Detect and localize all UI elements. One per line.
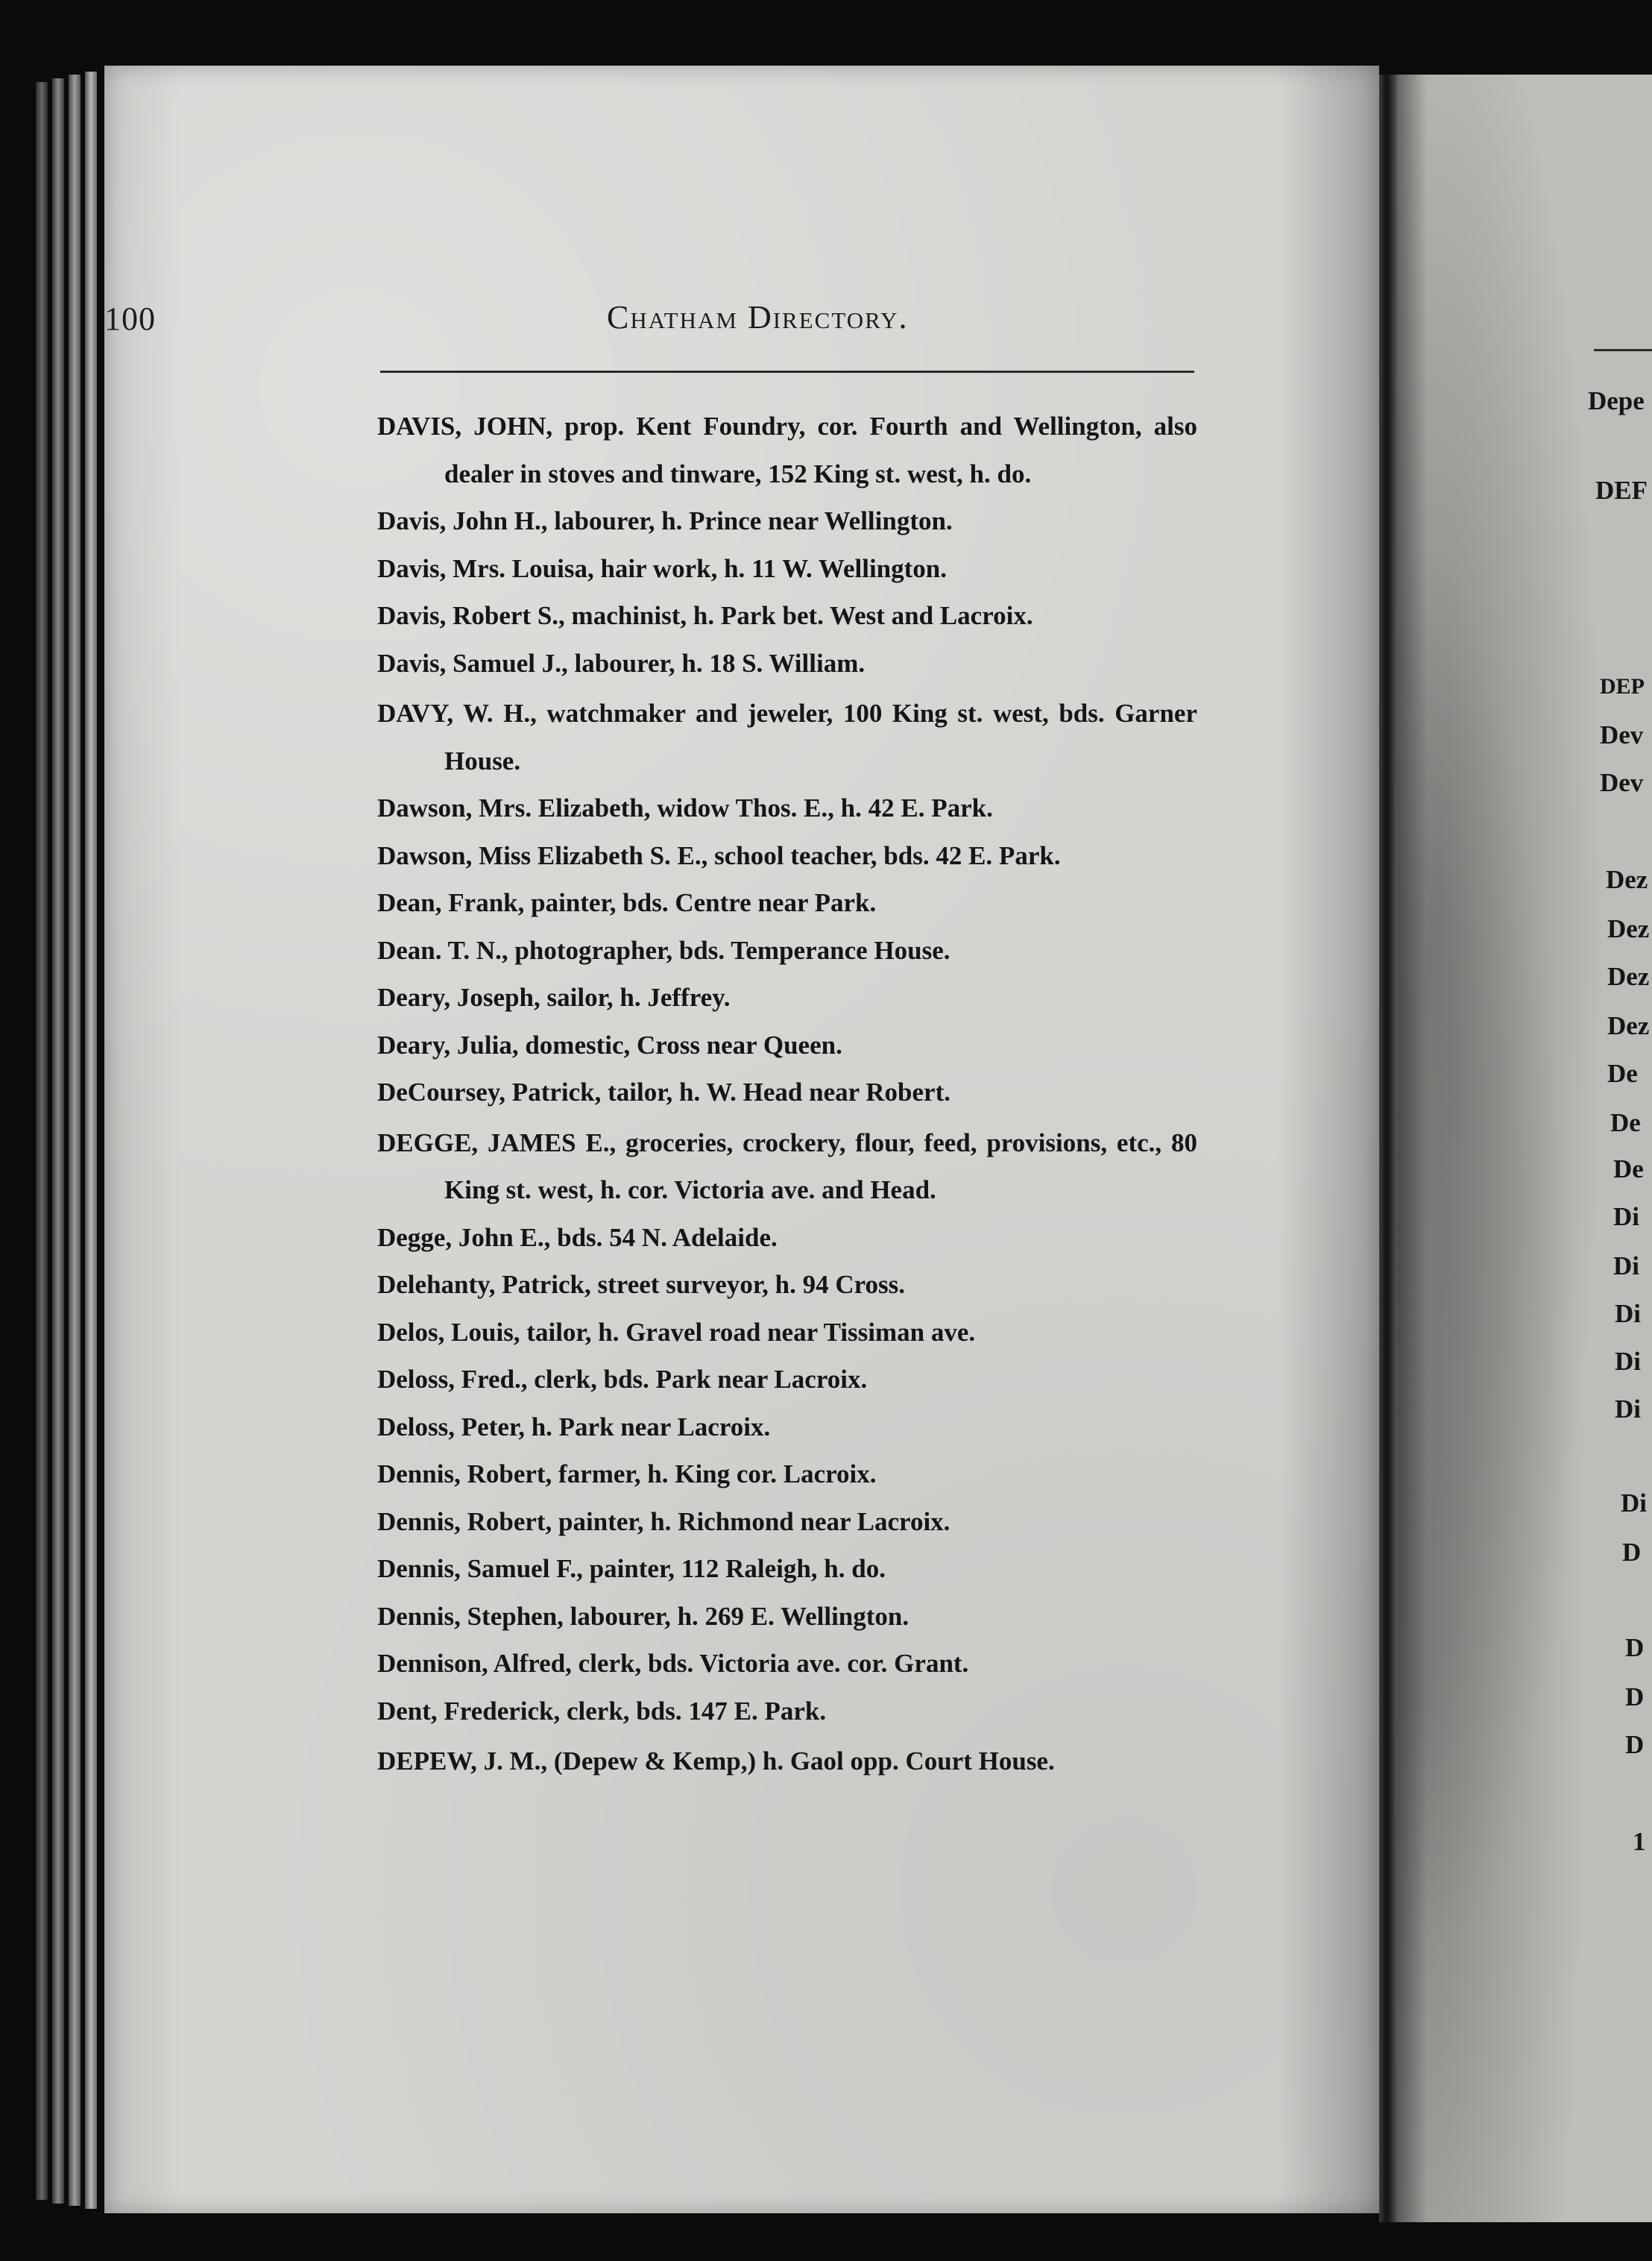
- right-page-fragment: DEF: [1595, 476, 1648, 505]
- directory-entry: Dennis, Samuel F., painter, 112 Raleigh, h. do.: [377, 1554, 886, 1583]
- right-page-fragment: De: [1613, 1154, 1644, 1183]
- directory-entry: Deary, Julia, domestic, Cross near Queen.: [377, 1030, 842, 1060]
- binding-edge: [36, 82, 48, 2200]
- directory-entry: Delos, Louis, tailor, h. Gravel road near Tissiman ave.: [377, 1317, 976, 1347]
- right-page-fragment: D: [1625, 1730, 1645, 1759]
- directory-entry: Davis, Mrs. Louisa, hair work, h. 11 W. Wellington.: [377, 553, 948, 583]
- right-page-fragment: Dez: [1607, 914, 1650, 943]
- directory-entry: Dennis, Robert, painter, h. Richmond near Lacroix.: [377, 1506, 950, 1536]
- directory-entry: DeCoursey, Patrick, tailor, h. W. Head near Robert.: [377, 1078, 950, 1107]
- right-page-fragment: Di: [1613, 1251, 1639, 1280]
- right-page-fragment: 1: [1633, 1827, 1646, 1856]
- right-page-fragment: De: [1607, 1059, 1638, 1088]
- right-page-fragment: Di: [1621, 1488, 1647, 1518]
- directory-entry: Dawson, Mrs. Elizabeth, widow Thos. E., h. 42 E. Park.: [377, 793, 993, 823]
- right-page-rule: [1594, 349, 1652, 351]
- binding-edge: [69, 75, 81, 2206]
- binding-edge: [52, 78, 64, 2204]
- right-page-fragment: Di: [1615, 1394, 1641, 1424]
- right-page-fragment: De: [1610, 1108, 1641, 1137]
- directory-entry: Dean, Frank, painter, bds. Centre near Park.: [377, 888, 877, 917]
- right-page-fragment: DEP: [1600, 674, 1645, 699]
- directory-entry: DAVY, W. H., watchmaker and jeweler, 100 King st. west, bds. Garner House.: [377, 699, 1197, 776]
- directory-entry: DEGGE, JAMES E., groceries, crockery, flour, feed, provisions, etc., 80 King st. west, h. cor. Victoria ave. and Head.: [377, 1128, 1197, 1204]
- directory-entry: Davis, John H., labourer, h. Prince near Wellington.: [377, 506, 953, 535]
- binding-edge: [85, 72, 97, 2209]
- directory-entry: Delehanty, Patrick, street surveyor, h. 94 Cross.: [377, 1270, 906, 1299]
- directory-entry: Dent, Frederick, clerk, bds. 147 E. Park.: [377, 1696, 827, 1726]
- directory-entry: Davis, Samuel J., labourer, h. 18 S. William.: [377, 648, 866, 678]
- directory-entry: Dennis, Robert, farmer, h. King cor. Lacroix.: [377, 1459, 877, 1488]
- right-page-fragment: Di: [1613, 1202, 1639, 1231]
- right-page-fragment: Dez: [1606, 865, 1648, 894]
- directory-entry: Deloss, Peter, h. Park near Lacroix.: [377, 1412, 771, 1441]
- page-number: 100: [104, 301, 156, 337]
- directory-entry: DEPEW, J. M., (Depew & Kemp,) h. Gaol opp. Court House.: [377, 1746, 1055, 1776]
- directory-entry: Dawson, Miss Elizabeth S. E., school teacher, bds. 42 E. Park.: [377, 840, 1061, 870]
- right-page-fragment: D: [1625, 1633, 1645, 1662]
- right-page-fragment: Dez: [1607, 1011, 1650, 1040]
- directory-entry: DAVIS, JOHN, prop. Kent Foundry, cor. Fourth and Wellington, also dealer in stoves and tinware, 152 King st. west, h. do.: [377, 412, 1197, 488]
- right-page-fragment: Depe: [1588, 386, 1645, 415]
- page-title: Chatham Directory.: [607, 299, 909, 336]
- directory-entry: Deloss, Fred., clerk, bds. Park near Lacroix.: [377, 1365, 868, 1394]
- header-rule: [380, 371, 1194, 373]
- right-page-fragment: Dez: [1607, 962, 1650, 991]
- right-page-fragment: Di: [1615, 1347, 1641, 1376]
- book-gutter: [1379, 75, 1397, 2222]
- right-page-fragment: Dev: [1600, 768, 1644, 797]
- directory-entry: Degge, John E., bds. 54 N. Adelaide.: [377, 1222, 778, 1252]
- right-page-fragment: D: [1622, 1538, 1642, 1567]
- right-page-fragment: Dev: [1600, 720, 1644, 749]
- right-page-fragment: Di: [1615, 1299, 1641, 1328]
- directory-entry: Dennis, Stephen, labourer, h. 269 E. Wellington.: [377, 1601, 909, 1631]
- directory-entry: Dean. T. N., photographer, bds. Temperance House.: [377, 935, 950, 965]
- right-page-fragment: D: [1625, 1682, 1645, 1711]
- directory-entry: Deary, Joseph, sailor, h. Jeffrey.: [377, 983, 731, 1012]
- directory-entry: Dennison, Alfred, clerk, bds. Victoria ave. cor. Grant.: [377, 1649, 969, 1678]
- directory-entry: Davis, Robert S., machinist, h. Park bet. West and Lacroix.: [377, 601, 1033, 630]
- directory-entries: [377, 403, 1197, 1785]
